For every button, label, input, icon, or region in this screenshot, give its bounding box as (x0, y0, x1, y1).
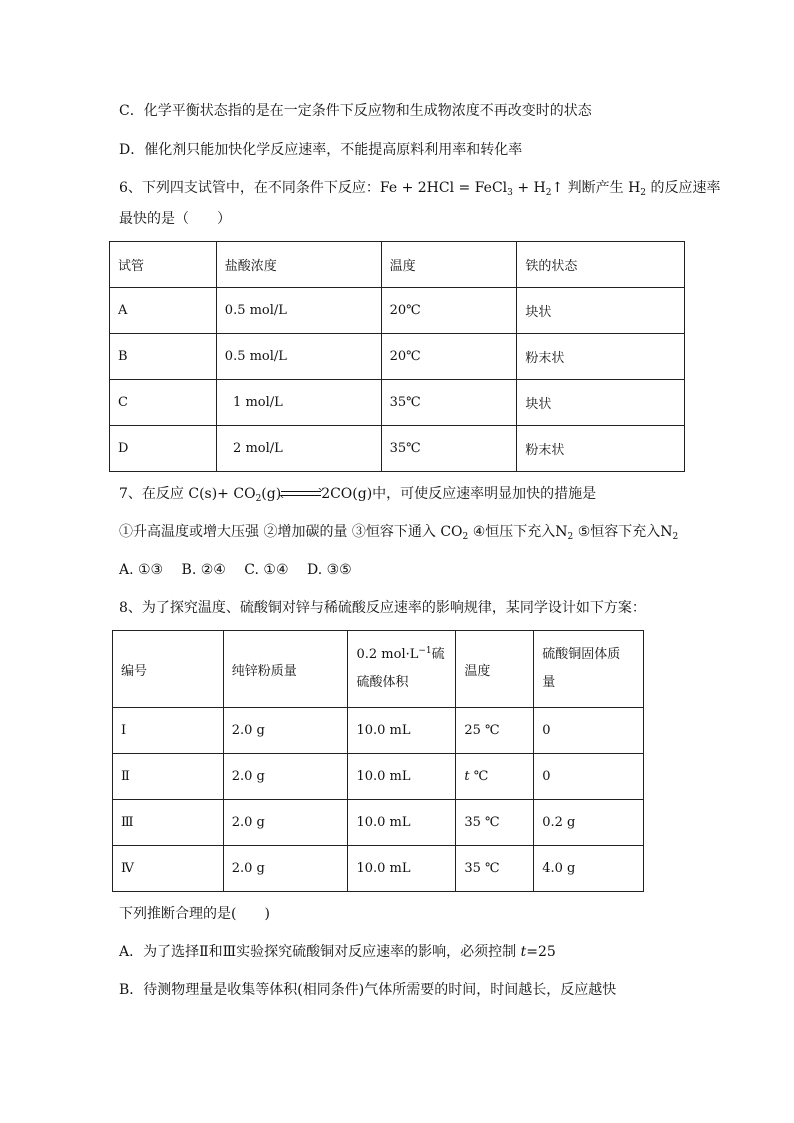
table-cell: Ⅲ (113, 800, 224, 846)
q7-opts: ①升高温度或增大压强 ②增加碳的量 ③恒容下通入 CO (119, 524, 463, 540)
header-cell: 铁的状态 (517, 242, 685, 288)
q8a-var: t (520, 944, 527, 960)
table-row (110, 426, 685, 472)
q8a-text: A．为了选择Ⅱ和Ⅲ实验探究硫酸铜对反应速率的影响，必须控制 (119, 944, 521, 960)
table-cell: 35℃ (381, 380, 517, 426)
table-cell: 粉末状 (517, 334, 685, 380)
table-cell: 0.2 g (534, 800, 644, 846)
table-row (113, 846, 644, 892)
table-cell: 20℃ (381, 288, 517, 334)
header-text: 量 (542, 675, 556, 690)
table-cell: D (110, 426, 217, 472)
table-cell: 2.0 g (223, 800, 348, 846)
option-c: C．化学平衡状态指的是在一定条件下反应物和生成物浓度不再改变时的状态 (119, 103, 592, 119)
q7-sub: 2 (255, 494, 262, 504)
header-text: 硫酸体积 (356, 675, 409, 690)
table-cell: Ⅰ (113, 708, 224, 754)
q6-sub: 2 (640, 188, 647, 198)
table-cell: 35 ℃ (456, 846, 534, 892)
table-cell: 块状 (517, 288, 685, 334)
question-7-options (119, 522, 678, 542)
table-8 (112, 630, 644, 892)
table-cell: A (110, 288, 217, 334)
question-6 (119, 178, 720, 198)
table-cell: 粉末状 (517, 426, 685, 472)
header-cell: 编号 (113, 631, 224, 708)
table-cell: 2.0 g (223, 708, 348, 754)
table-6 (109, 241, 685, 472)
question-7 (119, 484, 596, 504)
q7-sub: 2 (672, 532, 679, 542)
table-row (113, 754, 644, 800)
table-cell: 4.0 g (534, 846, 644, 892)
q7-sub: 2 (462, 532, 469, 542)
table-row (110, 334, 685, 380)
table-cell: 1 mol/L (216, 380, 381, 426)
header-cell: 盐酸浓度 (216, 242, 381, 288)
table-row (110, 380, 685, 426)
table-row (113, 708, 644, 754)
table-cell: 10.0 mL (348, 846, 456, 892)
table-cell: 0 (534, 754, 644, 800)
table-row (113, 800, 644, 846)
q7-text: 2CO(g)中，可使反应速率明显加快的措施是 (321, 486, 597, 502)
table-cell: 35℃ (381, 426, 517, 472)
table-cell: Ⅱ (113, 754, 224, 800)
table-cell: 10.0 mL (348, 708, 456, 754)
option-8a (119, 942, 556, 962)
table-cell: 10.0 mL (348, 800, 456, 846)
question-6-line2: 最快的是（ ） (119, 211, 231, 227)
table-cell (456, 754, 534, 800)
question-8: 8、为了探究温度、硫酸铜对锌与稀硫酸反应速率的影响规律，某同学设计如下方案： (119, 600, 646, 616)
table-cell: C (110, 380, 217, 426)
table-header-row (113, 631, 644, 708)
equilibrium-arrow-icon (281, 489, 321, 499)
header-cell (348, 631, 456, 708)
q6-text: + H (512, 180, 546, 196)
question-7-choices: A. ①③ B. ②④ C. ①④ D. ③⑤ (119, 562, 352, 578)
header-cell: 试管 (110, 242, 217, 288)
table-cell: 2.0 g (223, 846, 348, 892)
q7-text: 7、在反应 C(s)+ CO (119, 486, 256, 502)
q7-opts: ④恒压下充入N (468, 524, 568, 540)
temp-var: t (464, 769, 470, 784)
q6-text: ↑ 判断产生 H (551, 180, 641, 196)
table-row (110, 288, 685, 334)
q7-opts: ⑤恒容下充入N (573, 524, 673, 540)
header-cell: 纯锌粉质量 (223, 631, 348, 708)
q6-text: 的反应速率 (646, 180, 721, 196)
table-cell: 25 ℃ (456, 708, 534, 754)
table-cell: 10.0 mL (348, 754, 456, 800)
temp-unit: ℃ (469, 769, 489, 784)
table-cell: Ⅳ (113, 846, 224, 892)
header-text: 硫酸铜固体质 (542, 647, 621, 662)
header-text: 硫 (431, 647, 445, 662)
option-8b: B．待测物理量是收集等体积(相同条件)气体所需要的时间，时间越长，反应越快 (119, 982, 617, 998)
table-cell: 0 (534, 708, 644, 754)
header-sup: −1 (418, 646, 432, 656)
question-8-ask: 下列推断合理的是( ) (119, 906, 270, 922)
header-cell (534, 631, 644, 708)
option-d: D．催化剂只能加快化学反应速率，不能提高原料利用率和转化率 (119, 142, 523, 158)
q6-sub: 3 (507, 188, 513, 198)
q6-sub: 2 (545, 188, 552, 198)
q7-sub: 2 (567, 532, 574, 542)
header-cell: 温度 (381, 242, 517, 288)
table-cell: 0.5 mol/L (216, 288, 381, 334)
table-header-row (110, 242, 685, 288)
table-cell: 2 mol/L (216, 426, 381, 472)
q7-text: (g) (261, 486, 282, 502)
table-cell: 20℃ (381, 334, 517, 380)
q8a-text: =25 (526, 944, 556, 960)
header-cell: 温度 (456, 631, 534, 708)
header-text: 0.2 mol·L (356, 647, 419, 662)
q6-text: 6、下列四支试管中，在不同条件下反应：Fe + 2HCl = FeCl (119, 180, 508, 196)
table-cell: 2.0 g (223, 754, 348, 800)
table-cell: 35 ℃ (456, 800, 534, 846)
table-cell: 0.5 mol/L (216, 334, 381, 380)
table-cell: 块状 (517, 380, 685, 426)
table-cell: B (110, 334, 217, 380)
